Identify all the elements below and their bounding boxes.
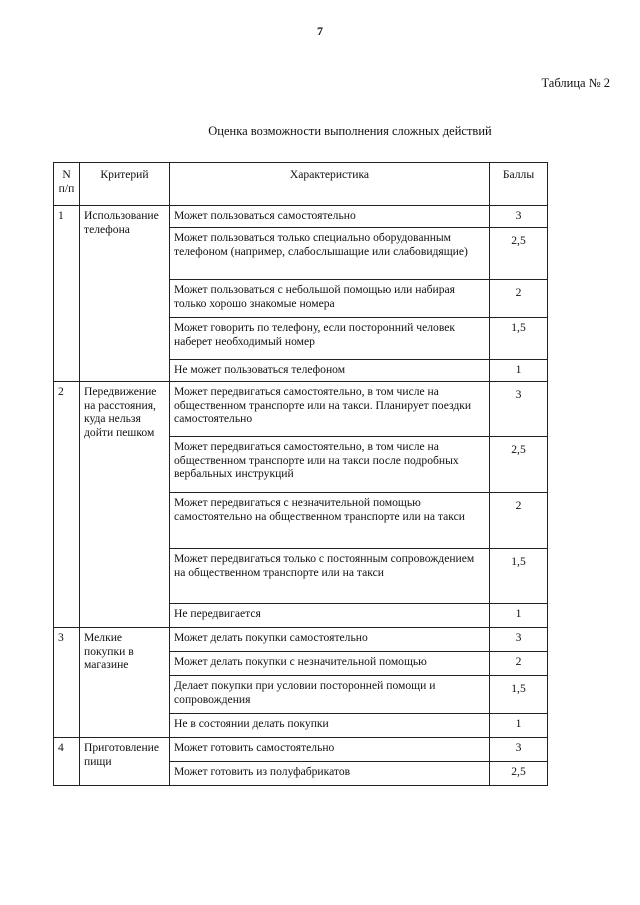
description-cell: Может делать покупки с незначительной помощью <box>170 652 490 676</box>
table-row <box>54 206 548 228</box>
score-cell: 1,5 <box>490 318 548 360</box>
score-cell: 3 <box>490 738 548 762</box>
score-cell: 2 <box>490 493 548 549</box>
group-number: 2 <box>54 382 80 628</box>
group-number: 3 <box>54 628 80 738</box>
description-cell: Может передвигаться самостоятельно, в том числе на общественном транспорте или на такси. Планирует поездки самостоятельно <box>170 382 490 437</box>
score-cell: 1,5 <box>490 676 548 714</box>
score-cell: 1 <box>490 360 548 382</box>
score-cell: 3 <box>490 206 548 228</box>
score-cell: 2,5 <box>490 437 548 493</box>
score-cell: 3 <box>490 382 548 437</box>
group-number: 1 <box>54 206 80 382</box>
page-number: 7 <box>317 24 323 38</box>
document-title: Оценка возможности выполнения сложных действий <box>208 124 492 138</box>
description-cell: Может передвигаться самостоятельно, в том числе на общественном транспорте или на такси после подробных вербальных инструкций <box>170 437 490 493</box>
description-cell: Может готовить из полуфабрикатов <box>170 762 490 786</box>
table-row <box>54 738 548 762</box>
header-criterion: Критерий <box>80 163 170 206</box>
description-cell: Может говорить по телефону, если посторонний человек наберет необходимый номер <box>170 318 490 360</box>
header-score: Баллы <box>490 163 548 206</box>
table-row <box>54 382 548 437</box>
table-row <box>54 628 548 652</box>
description-cell: Может готовить самостоятельно <box>170 738 490 762</box>
table-caption: Таблица № 2 <box>541 76 610 90</box>
table-header-row <box>54 163 548 206</box>
description-cell: Может делать покупки самостоятельно <box>170 628 490 652</box>
description-cell: Может пользоваться только специально оборудованным телефоном (например, слабослышащие или слабовидящие) <box>170 228 490 280</box>
description-cell: Может передвигаться только с постоянным сопровождением на общественном транспорте или на такси <box>170 549 490 604</box>
score-cell: 1 <box>490 714 548 738</box>
description-cell: Может пользоваться с небольшой помощью или набирая только хорошо знакомые номера <box>170 280 490 318</box>
criterion-name: Использование телефона <box>80 206 170 382</box>
score-cell: 2,5 <box>490 762 548 786</box>
criterion-name: Мелкие покупки в магазине <box>80 628 170 738</box>
score-cell: 2 <box>490 652 548 676</box>
score-cell: 1 <box>490 604 548 628</box>
score-cell: 3 <box>490 628 548 652</box>
header-description: Характеристика <box>170 163 490 206</box>
criterion-name: Передвижение на расстояния, куда нельзя дойти пешком <box>80 382 170 628</box>
header-num: N п/п <box>54 163 80 206</box>
description-cell: Делает покупки при условии посторонней помощи и сопровождения <box>170 676 490 714</box>
description-cell: Может пользоваться самостоятельно <box>170 206 490 228</box>
assessment-table <box>53 162 548 786</box>
description-cell: Не передвигается <box>170 604 490 628</box>
score-cell: 2 <box>490 280 548 318</box>
description-cell: Не может пользоваться телефоном <box>170 360 490 382</box>
group-number: 4 <box>54 738 80 786</box>
score-cell: 1,5 <box>490 549 548 604</box>
description-cell: Не в состоянии делать покупки <box>170 714 490 738</box>
criterion-name: Приготовление пищи <box>80 738 170 786</box>
score-cell: 2,5 <box>490 228 548 280</box>
description-cell: Может передвигаться с незначительной помощью самостоятельно на общественном транспорте или на такси <box>170 493 490 549</box>
